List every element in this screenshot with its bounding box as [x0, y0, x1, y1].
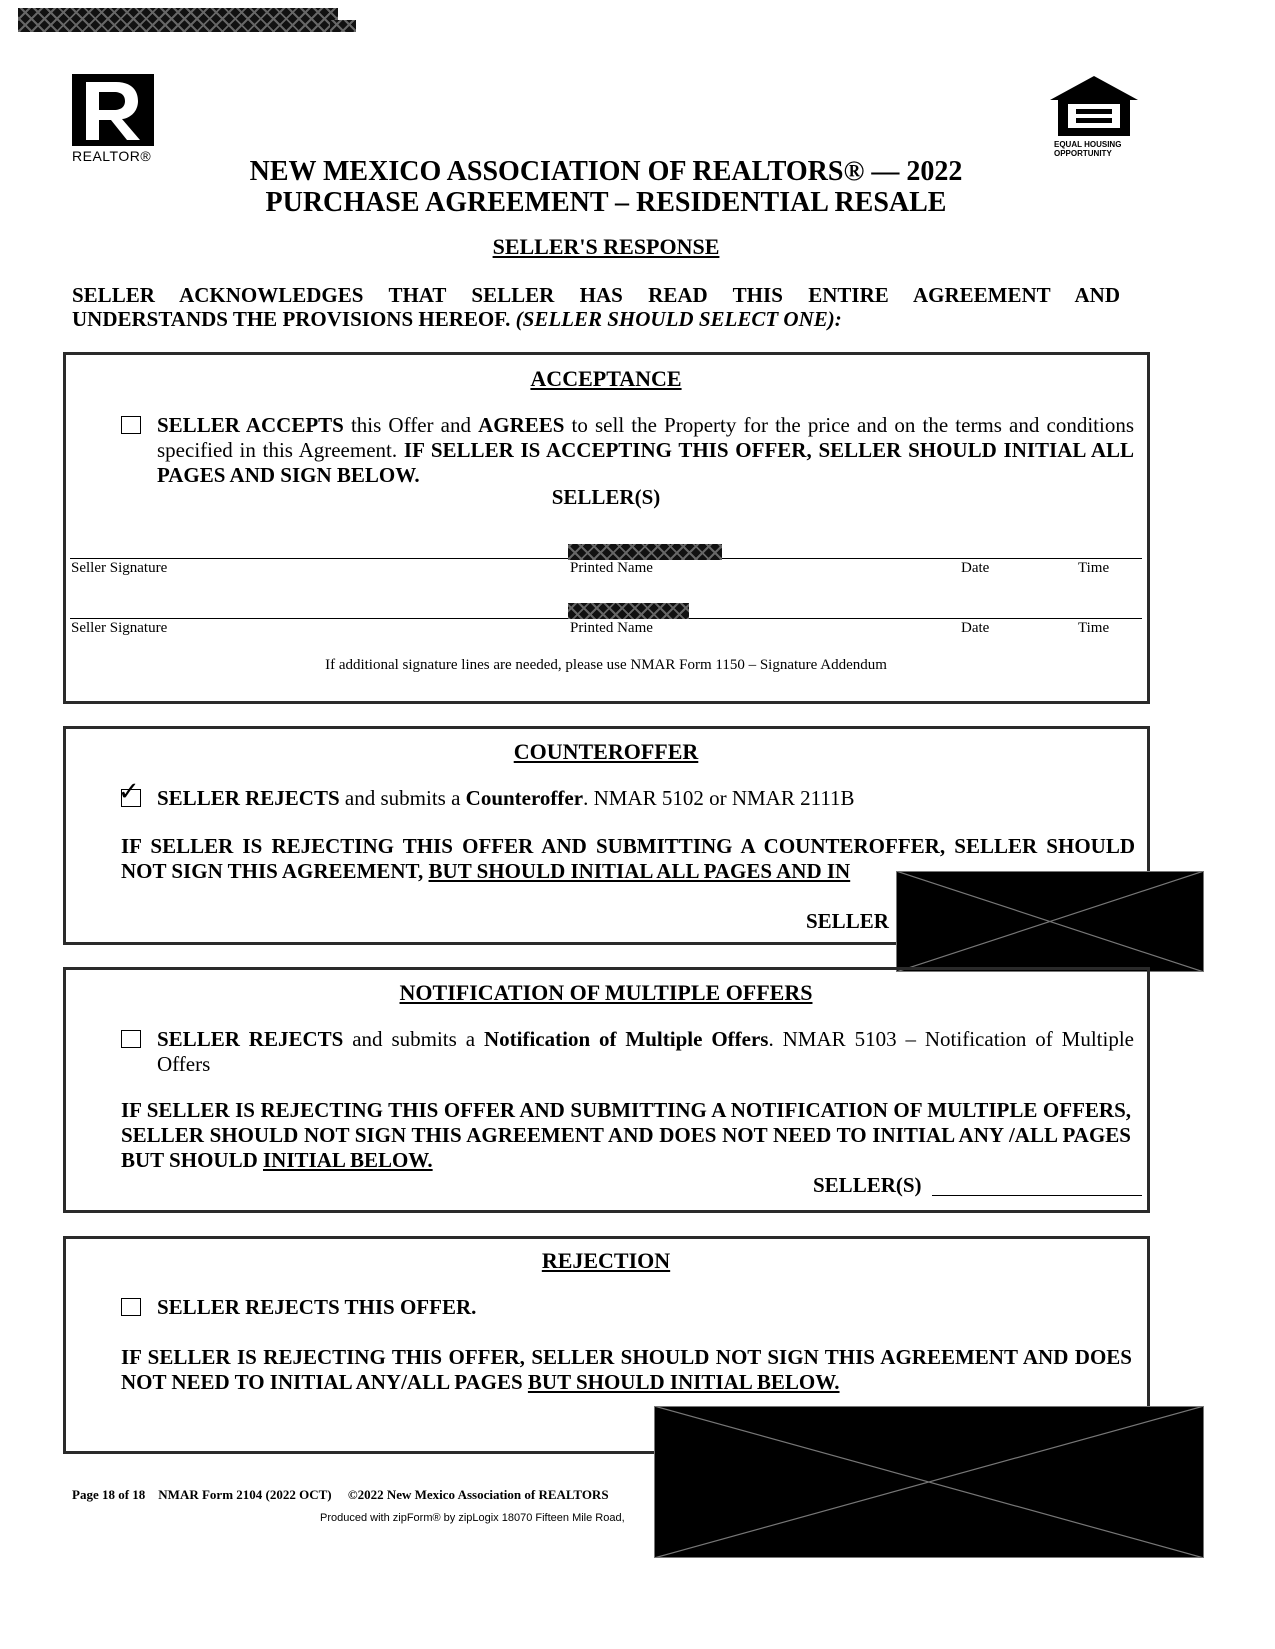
multiple-offers-t4: . NMAR 5103 – Notification of Multiple Offers — [157, 1027, 1135, 1076]
seller-signature-label-2: Seller Signature — [71, 620, 168, 636]
acknowledgement-line-2 — [72, 307, 1120, 332]
multiple-offers-sellers-label: SELLER(S) — [813, 1173, 922, 1197]
multiple-offers-t3: Notification of Multiple Offers — [483, 1027, 769, 1051]
footer-produced: Produced with zipForm® by zipLogix 18070 Fifteen Mile Road, — [320, 1512, 625, 1524]
title-line-1: NEW MEXICO ASSOCIATION OF REALTORS® — 2022 — [249, 156, 963, 187]
redaction-top-header — [18, 8, 338, 32]
acknowledgement-line-1: SELLER ACKNOWLEDGES THAT SELLER HAS READ THIS ENTIRE AGREEMENT AND — [72, 283, 1120, 307]
footer-line — [72, 1487, 609, 1503]
counteroffer-check-mark: ✓ — [118, 777, 140, 807]
time-label-2: Time — [1078, 620, 1110, 636]
realtor-logo-label: REALTOR® — [72, 148, 152, 164]
acceptance-sellers-label: SELLER(S) — [551, 485, 661, 509]
multiple-offers-checkbox[interactable] — [121, 1030, 141, 1048]
acknowledgement-text: UNDERSTANDS THE PROVISIONS HEREOF. — [72, 307, 511, 331]
equal-housing-logo — [1048, 74, 1140, 160]
realtor-logo — [72, 74, 172, 166]
acceptance-t3: AGREES — [478, 413, 565, 437]
acceptance-t1: SELLER ACCEPTS — [157, 413, 344, 437]
redaction-printed-name-2 — [568, 603, 689, 619]
multiple-offers-title: NOTIFICATION OF MULTIPLE OFFERS — [399, 980, 813, 1005]
multiple-offers-t1: SELLER REJECTS — [157, 1027, 344, 1051]
date-label-1: Date — [961, 560, 990, 576]
acceptance-section — [63, 352, 1150, 704]
redaction-printed-name-1 — [568, 544, 722, 560]
rejection-instr-a: IF SELLER IS REJECTING THIS OFFER, SELLER SHOULD NOT SIGN THIS AGREEMENT AND DOES NOT NEED TO INITIAL ANY/ALL PAGES — [121, 1345, 1132, 1394]
footer-page: Page 18 of 18 — [72, 1487, 146, 1502]
printed-name-label-2: Printed Name — [570, 620, 653, 636]
rejection-checkbox[interactable] — [121, 1298, 141, 1316]
acceptance-t2: this Offer and — [343, 413, 479, 437]
acceptance-t4: to sell the Property for the price and on the terms and conditions specified in this Agreement. — [157, 413, 1134, 462]
multiple-offers-t2: and submits a — [343, 1027, 484, 1051]
counteroffer-text — [157, 786, 1134, 811]
counteroffer-t4: . NMAR 5102 or NMAR 2111B — [583, 786, 855, 810]
acceptance-title: ACCEPTANCE — [530, 366, 682, 391]
multiple-offers-text — [157, 1027, 1134, 1077]
eho-label-line2: OPPORTUNITY — [1054, 149, 1112, 158]
title-line-2: PURCHASE AGREEMENT – RESIDENTIAL RESALE — [265, 187, 947, 218]
acceptance-t5: IF SELLER IS ACCEPTING THIS OFFER, SELLER SHOULD INITIAL ALL PAGES AND SIGN BELOW. — [157, 438, 1134, 487]
redaction-top-header-tail — [330, 20, 356, 32]
acceptance-checkbox[interactable] — [121, 416, 141, 434]
counteroffer-instr-b: BUT SHOULD INITIAL ALL PAGES AND IN — [428, 859, 851, 883]
acceptance-text — [157, 413, 1134, 488]
counteroffer-t2: and submits a — [339, 786, 466, 810]
multiple-offers-initial-line[interactable] — [932, 1195, 1142, 1196]
counteroffer-t3: Counteroffer — [465, 786, 584, 810]
date-label-2: Date — [961, 620, 990, 636]
counteroffer-t1: SELLER REJECTS — [157, 786, 340, 810]
redaction-rejection-initials-footer — [654, 1406, 1204, 1558]
signature-addendum-note: If additional signature lines are needed, please use NMAR Form 1150 – Signature Addendum — [325, 657, 887, 673]
counteroffer-seller-label: SELLER — [806, 909, 889, 933]
footer-form: NMAR Form 2104 (2022 OCT) — [158, 1487, 332, 1502]
eho-label-line1: EQUAL HOUSING — [1054, 140, 1122, 149]
counteroffer-title: COUNTEROFFER — [513, 739, 699, 764]
rejection-instr-b: BUT SHOULD INITIAL BELOW. — [527, 1370, 840, 1394]
counteroffer-instr-a: IF SELLER IS REJECTING THIS OFFER AND SUBMITTING A COUNTEROFFER, SELLER SHOULD NOT SIGN THIS AGREEMENT, — [121, 834, 1135, 883]
printed-name-label-1: Printed Name — [570, 560, 653, 576]
multiple-offers-instr-a: IF SELLER IS REJECTING THIS OFFER AND SUBMITTING A NOTIFICATION OF MULTIPLE OFFERS, SELLER SHOULD NOT SIGN THIS AGREEMENT AND DOES NOT NEED TO INITIAL ANY /ALL PAGES BUT SHOULD — [121, 1098, 1131, 1172]
footer-copyright: ©2022 New Mexico Association of REALTORS — [347, 1487, 609, 1502]
rejection-instructions — [121, 1345, 1132, 1395]
section-title: SELLER'S RESPONSE — [492, 234, 720, 259]
time-label-1: Time — [1078, 560, 1110, 576]
multiple-offers-instr-b: INITIAL BELOW. — [263, 1148, 433, 1172]
multiple-offers-instructions — [121, 1098, 1131, 1173]
rejection-title: REJECTION — [541, 1248, 671, 1273]
rejection-text: SELLER REJECTS THIS OFFER. — [157, 1295, 477, 1319]
seller-signature-label-1: Seller Signature — [71, 560, 168, 576]
redaction-counteroffer-initials — [896, 871, 1204, 972]
acknowledgement-instruction: (SELLER SHOULD SELECT ONE): — [515, 307, 842, 331]
